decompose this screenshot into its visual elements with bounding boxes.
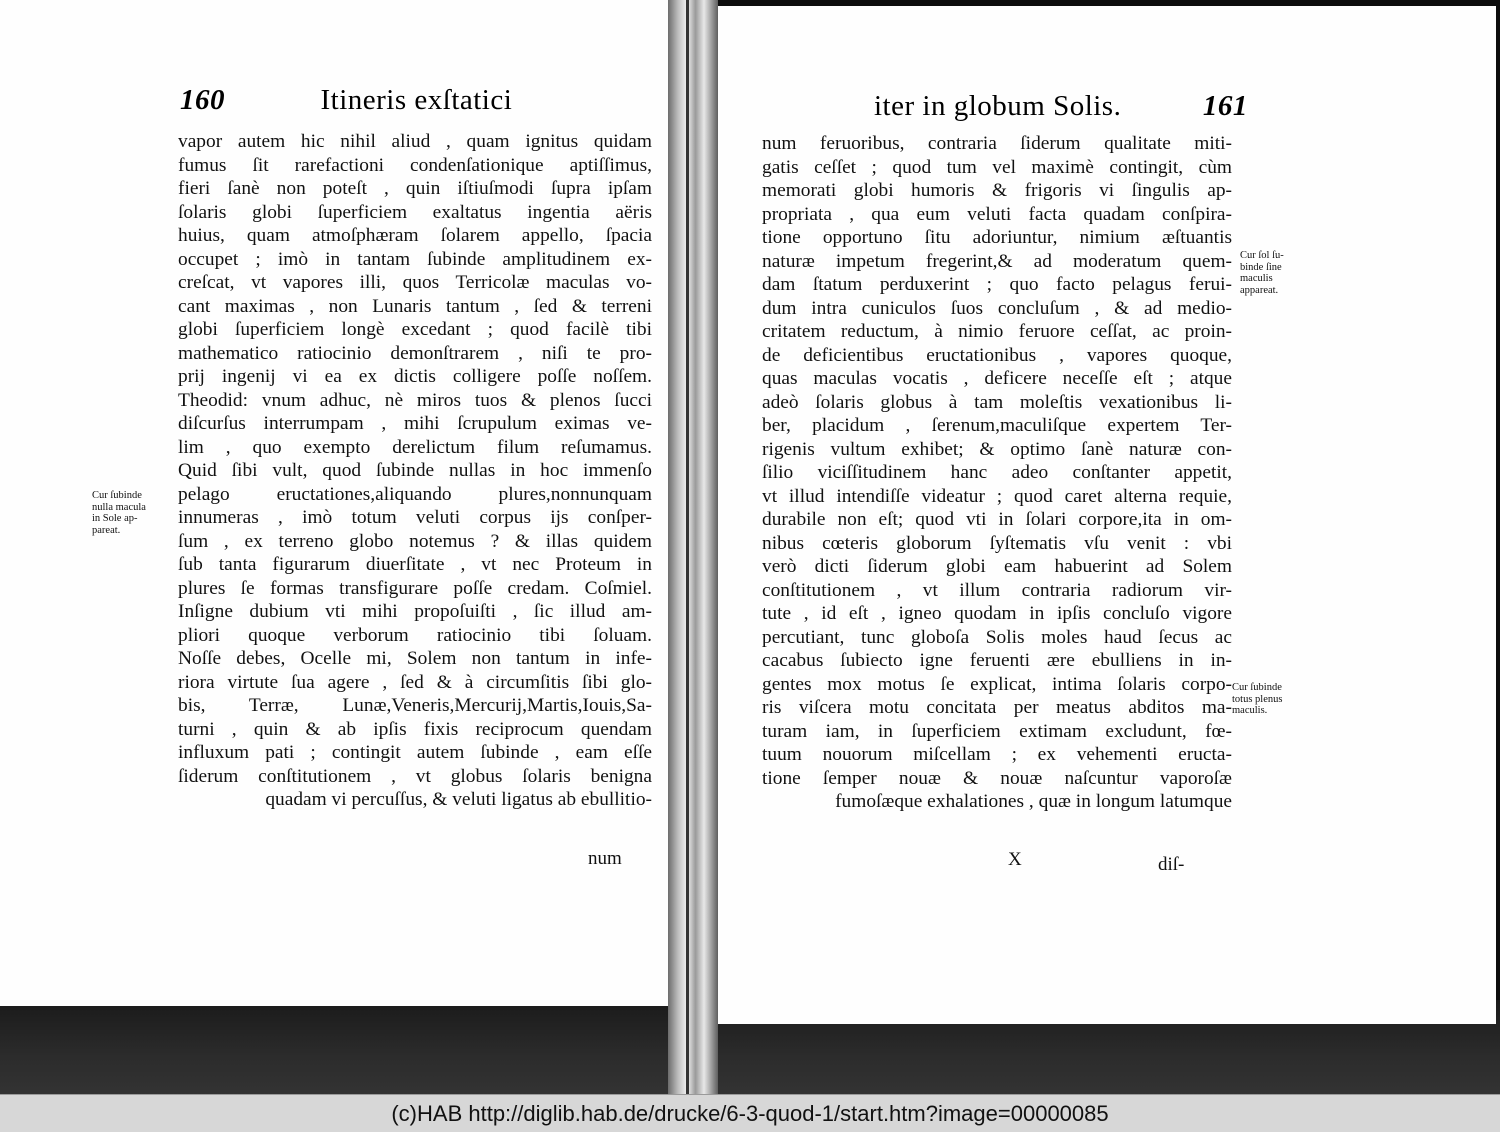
text-line: plures ſe formas transfigurare poſſe credam. Coſmiel. (178, 577, 652, 599)
margin-note-line: in Sole ap- (92, 513, 138, 524)
text-line: pliori quoque verborum ratiocinio tibi ſoluam. (178, 624, 652, 646)
left-margin-note (92, 490, 146, 536)
margin-note-line: binde ſine (1240, 261, 1282, 273)
left-page (0, 0, 668, 1006)
text-line: innumeras , imò totum veluti corpus ijs conſper- (178, 507, 652, 528)
margin-note-line: maculis (1240, 273, 1273, 284)
margin-note-line: nulla macula (92, 501, 146, 513)
text-line: huius, quam atmoſphæram ſolarem appello, ſpacia (178, 225, 652, 246)
text-line: tione opportuno ſitu adoriuntur, nimium æſtuantis (762, 227, 1232, 248)
text-line: conſtitutionem , vt illum contraria radiorum vir- (762, 579, 1232, 601)
copyright-footer (0, 1094, 1500, 1132)
text-line: fumus ſit rarefactioni condenſationique aptiſſimus, (178, 154, 652, 176)
text-line: ſum , ex terreno globo notemus ? & illas quidem (178, 530, 652, 552)
text-line: percutiant, tunc globoſa Solis moles haud ſecus ac (762, 626, 1232, 648)
text-line: ber, placidum , ſerenum,maculiſque expertem Ter- (762, 415, 1232, 436)
right-margin-note-2 (1232, 682, 1282, 717)
text-line: ſub tanta figurarum diuerſitate , vt nec Proteum in (178, 554, 652, 575)
text-line: vt illud intendiſſe videatur ; quod caret alterna requie, (762, 485, 1232, 507)
text-line: naturæ impetum fregerint,& ad moderatum quem- (762, 250, 1232, 272)
text-line: bis, Terræ, Lunæ,Veneris,Mercurij,Martis,Iouis,Sa- (178, 695, 652, 716)
text-line: mathematico ratiocinio demonſtrarem , niſi te pro- (178, 342, 652, 364)
text-line: gentes mox motus ſe explicat, intima ſolaris corpo- (762, 673, 1232, 695)
footer-text: (c)HAB http://diglib.hab.de/drucke/6-3-quod-1/start.htm?image=00000085 (391, 1100, 1109, 1126)
left-running-title: Itineris exſtatici (320, 84, 513, 116)
text-line: cacabus ſubiecto igne feruenti ære ebulliens in in- (762, 650, 1232, 671)
text-line: ſiderum conſtitutionem , vt globus ſolaris benigna (178, 765, 652, 787)
margin-note-line: Cur ſubinde (92, 490, 142, 501)
right-catchword: diſ- (1158, 854, 1185, 875)
text-line: turam iam, in ſuperficiem extimam excludunt, fœ- (762, 720, 1232, 742)
margin-note-line: Cur ſol ſu- (1240, 250, 1284, 261)
margin-note-line: totus plenus (1232, 693, 1283, 705)
left-page-number: 160 (180, 84, 225, 116)
text-line: adeò ſolaris globus à tam moleſtis vexationibus li- (762, 391, 1232, 413)
text-line: influxum pati ; contingit autem ſubinde , eam eſſe (178, 742, 652, 763)
book-gutter (668, 0, 718, 1096)
signature-mark: X (1008, 849, 1022, 870)
text-line: tione ſemper nouæ & nouæ naſcuntur vaporoſæ (762, 767, 1232, 789)
left-running-head (180, 84, 512, 117)
text-line: riora virtute ſua agere , ſed & à circumſitis ſibi glo- (178, 671, 652, 693)
text-line: ſilio viciſſitudinem hanc adeo conſtanter appetit, (762, 462, 1232, 483)
left-text-column (178, 130, 652, 812)
right-page (718, 6, 1496, 1024)
right-margin-note-1 (1240, 250, 1284, 296)
right-page-number: 161 (1202, 90, 1248, 122)
text-line: quas maculas vocatis , deficere neceſſe eſt ; atque (762, 368, 1232, 389)
text-line: occupet ; imò in tantam ſubinde amplitudinem ex- (178, 248, 652, 270)
text-line: num feruoribus, contraria ſiderum qualitate miti- (762, 133, 1232, 154)
text-line: dum intra cuniculos ſuos concluſum , & ad medio- (762, 297, 1232, 319)
right-text-column (762, 132, 1232, 814)
right-running-title: iter in globum Solis. (874, 90, 1122, 122)
text-line: verò dicti ſiderum globi eam habuerint ad Solem (762, 556, 1232, 577)
text-line: vapor autem hic nihil aliud , quam ignitus quidam (178, 131, 652, 152)
text-line: tute , id eſt , igneo quodam in ipſis concluſo vigore (762, 603, 1232, 624)
text-line: gatis ceſſet ; quod tum vel maximè contingit, cùm (762, 156, 1232, 178)
text-line: critatem reductum, à nimio feruore ceſſat, ac proin- (762, 321, 1232, 342)
right-running-head (874, 90, 1248, 123)
text-line: diſcurſus interrumpam , mihi ſcrupulum eximas ve- (178, 413, 652, 434)
text-line: turni , quin & ab ipſis fixis reciprocum quendam (178, 718, 652, 740)
text-line: propriata , qua eum veluti facta quadam conſpira- (762, 203, 1232, 225)
text-line: Inſigne dubium vti mihi propoſuiſti , ſic illud am- (178, 601, 652, 622)
text-line: rigenis vultum exhibet; & optimo ſanè naturæ con- (762, 438, 1232, 460)
text-line: Theodid: vnum adhuc, nè miros tuos & plenos ſucci (178, 389, 652, 411)
text-line: memorati globi humoris & frigoris vi ſingulis ap- (762, 180, 1232, 201)
margin-note-line: pareat. (92, 524, 121, 536)
text-line: ſolaris globi ſuperficiem exaltatus ingentia aëris (178, 201, 652, 223)
text-line: pelago eructationes,aliquando plures,nonnunquam (178, 483, 652, 505)
margin-note-line: appareat. (1240, 284, 1279, 296)
text-line: cant maximas , non Lunaris tantum , ſed & terreni (178, 295, 652, 317)
text-line: quadam vi percuſſus, & veluti ligatus ab ebullitio- (265, 789, 652, 810)
text-line: fieri ſanè non poteſt , quin iſtiuſmodi ſupra ipſam (178, 178, 652, 199)
text-line: prij ingenij vi ea ex dictis colligere poſſe noſſem. (178, 366, 652, 387)
text-line: tuum nouorum miſcellam ; ex vehementi eructa- (762, 744, 1232, 765)
text-line: creſcat, vt vapores illi, quos Terricolæ maculas vo- (178, 272, 652, 293)
text-line: Quid ſibi vult, quod ſubinde nullas in hoc immenſo (178, 460, 652, 481)
text-line: ris viſcera motu concitata per meatus abditos ma- (762, 697, 1232, 718)
left-catchword: num (588, 848, 622, 869)
text-line: dam ſtatum perduxerint ; quo facto pelagus ferui- (762, 274, 1232, 295)
text-line: lim , quo exempto derelictum filum reſumamus. (178, 436, 652, 458)
text-line: nibus cœteris globorum ſyſtematis vſu venit : vbi (762, 532, 1232, 554)
margin-note-line: maculis. (1232, 705, 1268, 716)
margin-note-line: Cur ſubinde (1232, 682, 1282, 693)
text-line: durabile non eſt; quod vti in ſolari corpore,ita in om- (762, 509, 1232, 530)
text-line: Noſſe debes, Ocelle mi, Solem non tantum in infe- (178, 648, 652, 669)
text-line: de deficientibus eructationibus , vapores quoque, (762, 344, 1232, 366)
text-line: globi ſuperficiem longè excedant ; quod facilè tibi (178, 319, 652, 340)
text-line: fumoſæque exhalationes , quæ in longum latumque (835, 791, 1232, 812)
